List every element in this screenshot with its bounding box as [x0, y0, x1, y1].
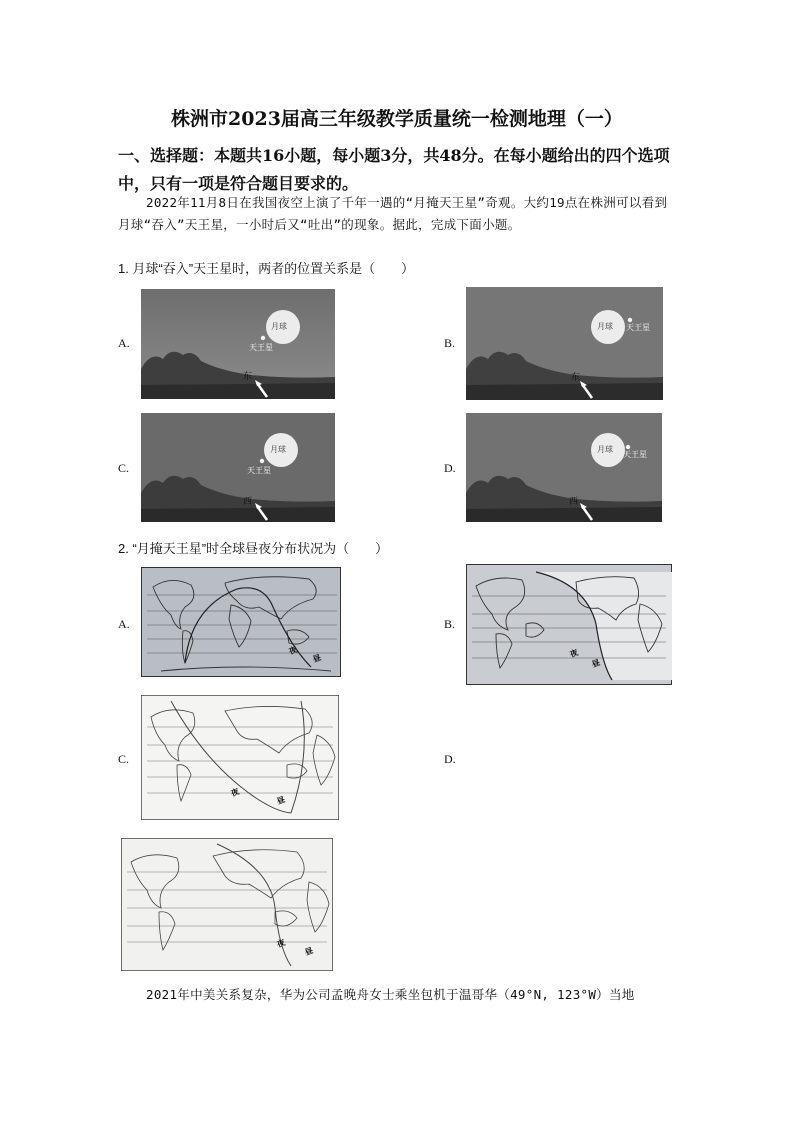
intro-paragraph: 2022年11月8日在我国夜空上演了千年一遇的“月掩天王星”奇观。大约19点在株洲可以看到月球“吞入”天王星，一小时后又“吐出”的现象。据此，完成下面小题。: [118, 195, 668, 232]
q1-option-c-letter: C.: [118, 461, 130, 475]
page-title: 株洲市2023届高三年级教学质量统一检测地理（一）: [171, 108, 623, 130]
uranus-label: 天王星: [626, 323, 650, 332]
direction-label: 西: [243, 497, 253, 507]
day-label: 昼: [590, 656, 602, 670]
q1-option-d-letter: D.: [444, 461, 456, 475]
uranus-label: 天王星: [249, 343, 273, 352]
q2-option-a-map: [141, 567, 341, 677]
direction-label: 东: [243, 372, 253, 382]
question-2-stem: 2. “月掩天王星”时全球昼夜分布状况为（ ）: [118, 541, 389, 556]
uranus-label: 天王星: [623, 450, 647, 459]
uranus-label: 天王星: [247, 466, 271, 475]
night-label: 夜: [287, 643, 299, 657]
q2-option-d-map: [121, 838, 333, 971]
q2-option-b-map: [466, 564, 672, 685]
moon-label: 月球: [270, 445, 286, 454]
q2-option-c-letter: C.: [118, 752, 130, 766]
day-label: 昼: [275, 793, 287, 807]
q1-option-b-letter: B.: [444, 336, 456, 350]
night-label: 夜: [229, 785, 241, 799]
direction-label: 东: [571, 373, 581, 383]
q1-option-d-image: [466, 413, 662, 522]
night-label: 夜: [568, 646, 580, 660]
q1-option-a-image: [141, 289, 335, 399]
q1-option-b-image: [466, 287, 663, 400]
day-label: 昼: [303, 944, 315, 958]
night-label: 夜: [275, 936, 287, 950]
q1-option-a-letter: A.: [118, 336, 130, 350]
section-heading: 一、选择题：本题共16小题，每小题3分，共48分。在每小题给出的四个选项中，只有一项是符合题目要求的。: [118, 146, 670, 193]
q2-option-a-letter: A.: [118, 617, 130, 631]
q1-option-c-image: [141, 413, 335, 522]
question-1-stem: 1. 月球“吞入”天王星时，两者的位置关系是（ ）: [118, 261, 415, 276]
q2-option-b-letter: B.: [444, 617, 456, 631]
q2-option-c-map: [141, 695, 339, 820]
direction-label: 西: [569, 497, 579, 507]
moon-label: 月球: [597, 322, 613, 331]
q2-option-d-letter: D.: [444, 752, 456, 766]
footer-paragraph: 2021年中美关系复杂，华为公司孟晚舟女士乘坐包机于温哥华（49°N, 123°W）当地: [146, 987, 635, 1002]
moon-label: 月球: [597, 445, 613, 454]
day-label: 昼: [311, 651, 323, 665]
moon-label: 月球: [271, 322, 287, 331]
